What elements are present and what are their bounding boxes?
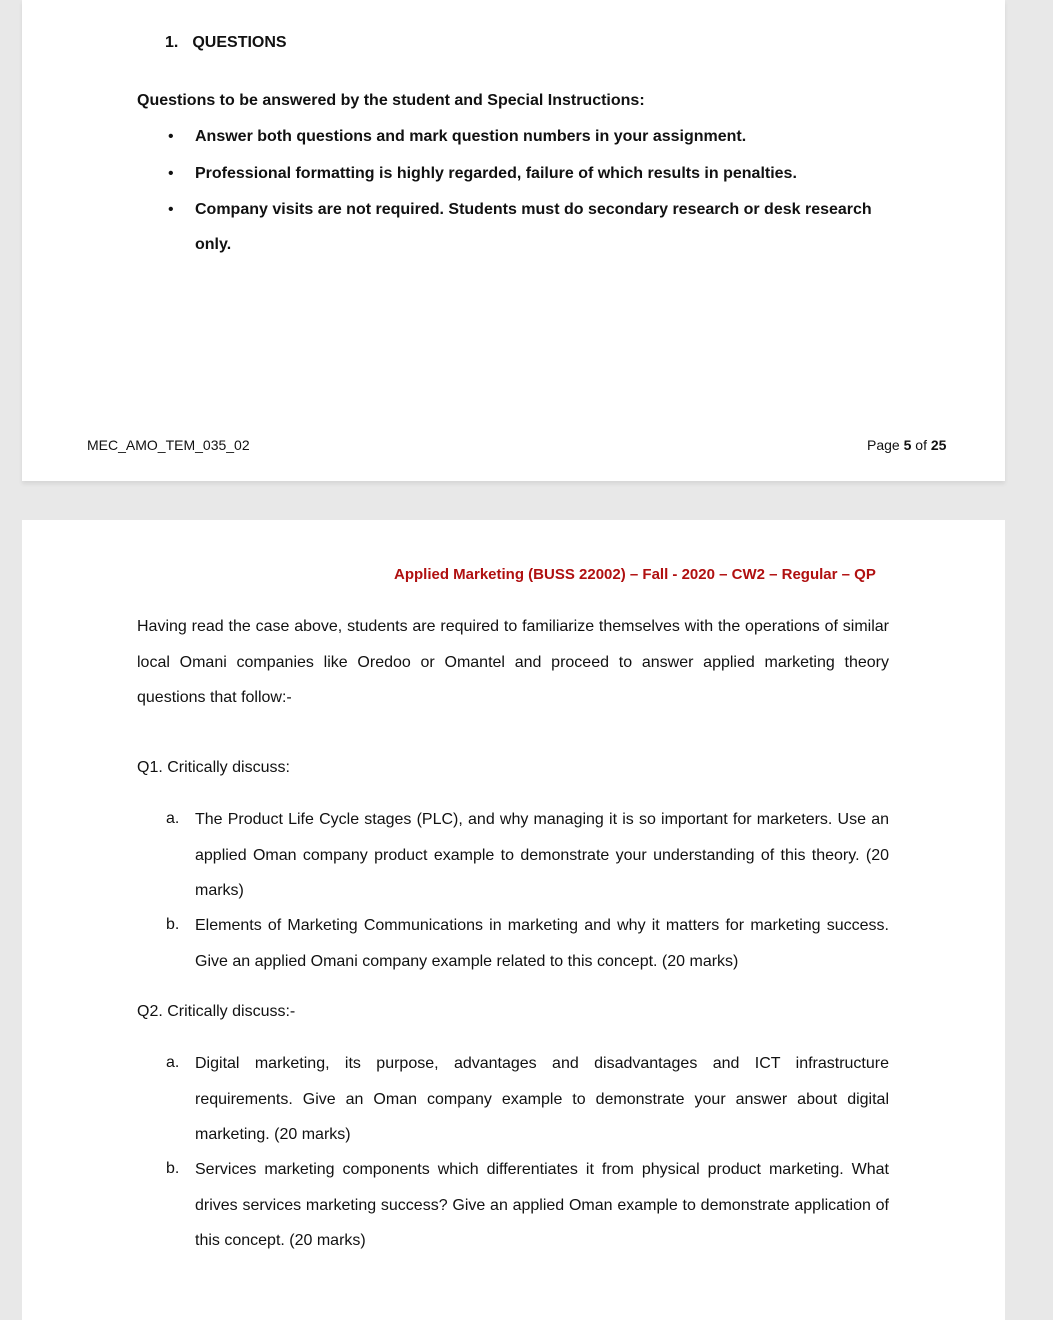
question-2a-text: Digital marketing, its purpose, advantages and disadvantages and ICT infrastructure requirements. Give an Oman company example to demonstrate your answer about digital marketing. (20 marks) — [195, 1055, 889, 1143]
document-page-5 — [22, 0, 1005, 481]
question-2b-text: Services marketing components which differentiates it from physical product marketing. What drives services marketing success? Give an applied Oman example to demonstrate application of this concept. (20 marks) — [195, 1161, 889, 1249]
bullet-icon: • — [168, 165, 174, 182]
instructions-title: Questions to be answered by the student and Special Instructions: — [137, 92, 645, 109]
bullet-icon: • — [168, 128, 174, 145]
question-1b-text: Elements of Marketing Communications in marketing and why it matters for marketing success. Give an applied Omani company example related to this concept. (20 marks) — [195, 917, 889, 970]
question-1a-text: The Product Life Cycle stages (PLC), and why managing it is so important for marketers. Use an applied Oman company product example to demonstrate your understanding of this theory. (20 marks) — [195, 811, 889, 899]
section-heading — [165, 34, 287, 52]
instruction-item: Company visits are not required. Students must do secondary research or desk research only. — [195, 201, 872, 253]
list-letter: a. — [166, 1054, 180, 1071]
list-letter: a. — [166, 810, 180, 827]
question-2-title: Q2. Critically discuss:- — [137, 1003, 296, 1020]
section-number: 1. — [165, 34, 179, 51]
footer-page-number: Page 5 of 25 — [867, 437, 947, 453]
list-letter: b. — [166, 1160, 180, 1177]
page-header: Applied Marketing (BUSS 22002) – Fall - 2020 – CW2 – Regular – QP — [394, 566, 876, 583]
list-letter: b. — [166, 916, 180, 933]
section-title: QUESTIONS — [192, 34, 287, 51]
document-page-6 — [22, 520, 1005, 1320]
bullet-icon: • — [168, 201, 174, 218]
instruction-item: Professional formatting is highly regarded, failure of which results in penalties. — [195, 165, 797, 182]
instruction-item: Answer both questions and mark question numbers in your assignment. — [195, 128, 747, 145]
footer-doc-code: MEC_AMO_TEM_035_02 — [87, 437, 250, 453]
intro-paragraph: Having read the case above, students are required to familiarize themselves with the operations of similar local Omani companies like Oredoo or Omantel and proceed to answer applied marketing theory questions that follow:- — [137, 618, 889, 706]
question-1-title: Q1. Critically discuss: — [137, 759, 290, 776]
